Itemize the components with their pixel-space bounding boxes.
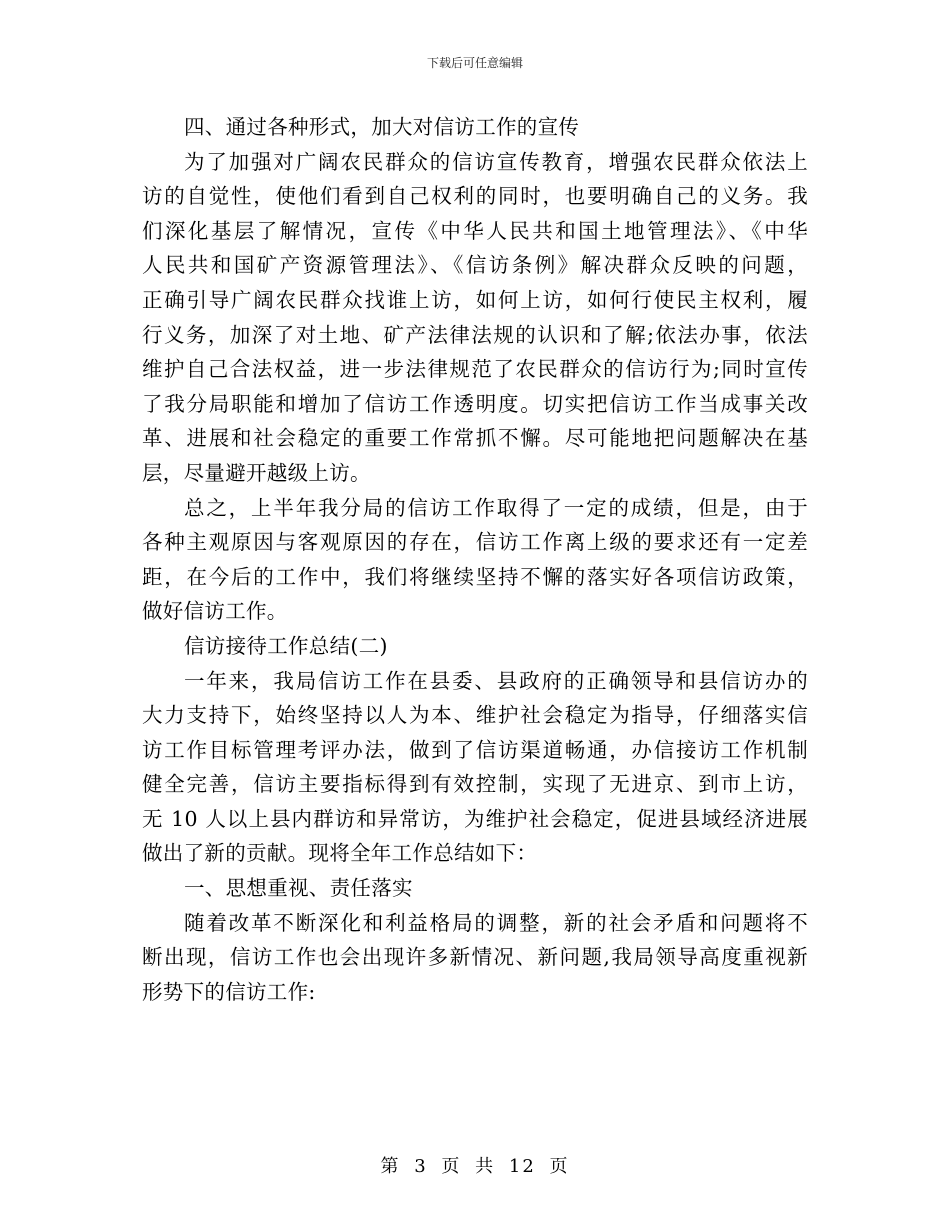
body-text	[142, 110, 808, 1009]
footer-total-label: 共	[475, 1156, 496, 1177]
text-line: 健全完善，信访主要指标得到有效控制，实现了无进京、到市上访，	[142, 772, 808, 797]
text-line: 革、进展和社会稳定的重要工作常抓不懈。尽可能地把问题解决在基	[142, 426, 808, 451]
text-line: 访的自觉性，使他们看到自己权利的同时，也要明确自己的义务。我	[142, 184, 808, 209]
text-line: 信访接待工作总结(二)	[184, 633, 388, 658]
text-line: 访工作目标管理考评办法，做到了信访渠道畅通，办信接访工作机制	[142, 737, 808, 762]
footer-prefix: 第	[380, 1156, 401, 1177]
text-line: 各种主观原因与客观原因的存在，信访工作离上级的要求还有一定差	[142, 530, 808, 555]
text-line: 维护自己合法权益，进一步法律规范了农民群众的信访行为;同时宣传	[142, 357, 808, 382]
text-line: 距，在今后的工作中，我们将继续坚持不懈的落实好各项信访政策，	[142, 564, 808, 589]
text-line: 一、思想重视、责任落实	[184, 876, 413, 901]
text-line: 人民共和国矿产资源管理法》、《信访条例》解决群众反映的问题，	[142, 253, 808, 278]
text-line: 了我分局职能和增加了信访工作透明度。切实把信访工作当成事关改	[142, 391, 808, 416]
footer-suffix: 页	[549, 1156, 570, 1177]
text-line: 们深化基层了解情况，宣传《中华人民共和国土地管理法》、《中华	[142, 218, 808, 243]
text-line: 形势下的信访工作:	[142, 979, 316, 1004]
page-footer	[0, 1152, 950, 1178]
text-line: 一年来，我局信访工作在县委、县政府的正确领导和县信访办的	[184, 668, 808, 693]
text-line: 四、通过各种形式，加大对信访工作的宣传	[184, 115, 580, 139]
text-line: 随着改革不断深化和利益格局的调整，新的社会矛盾和问题将不	[184, 910, 808, 935]
text-line: 正确引导广阔农民群众找谁上访，如何上访，如何行使民主权利，履	[142, 287, 808, 312]
footer-total-pages: 12	[508, 1156, 536, 1177]
header-note: 下载后可任意编辑	[426, 56, 523, 70]
text-line: 大力支持下，始终坚持以人为本、维护社会稳定为指导，仔细落实信	[142, 703, 808, 728]
text-line: 做好信访工作。	[142, 599, 288, 624]
text-line: 行义务，加深了对土地、矿产法律法规的认识和了解;依法办事，依法	[142, 322, 808, 347]
text-line: 断出现，信访工作也会出现许多新情况、新问题,我局领导高度重视新	[142, 945, 808, 970]
text-line: 层，尽量避开越级上访。	[142, 460, 371, 485]
footer-page-number: 3	[414, 1156, 428, 1177]
text-line: 为了加强对广阔农民群众的信访宣传教育，增强农民群众依法上	[184, 149, 808, 174]
text-line: 无 10 人以上县内群访和异常访，为维护社会稳定，促进县域经济进展	[142, 806, 808, 831]
footer-middle: 页	[441, 1156, 462, 1177]
text-line: 做出了新的贡献。现将全年工作总结如下：	[142, 841, 538, 866]
text-line: 总之，上半年我分局的信访工作取得了一定的成绩，但是，由于	[184, 495, 808, 520]
